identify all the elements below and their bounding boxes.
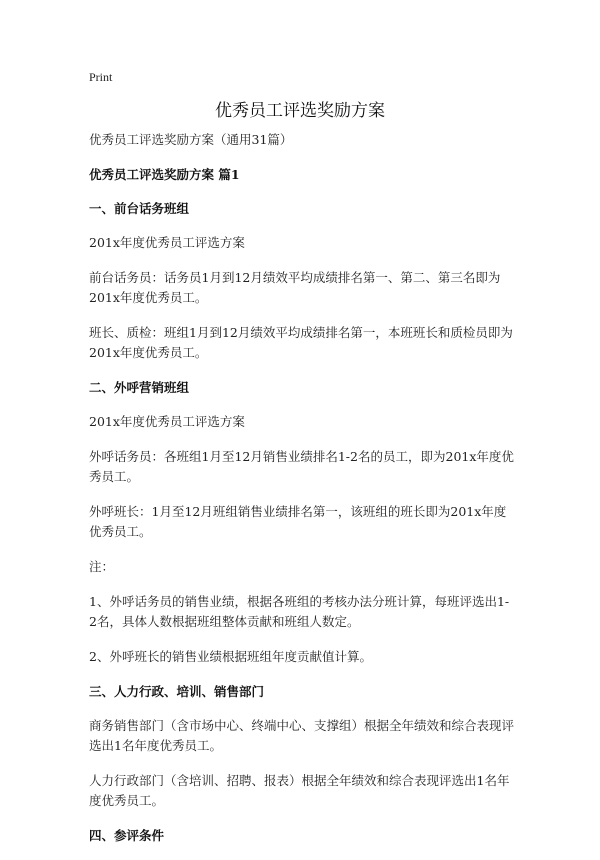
paragraph: 班长、质检：班组1月到12月绩效平均成绩排名第一，本班班长和质检员即为201x年度优秀员工。: [89, 325, 513, 360]
paragraph: 201x年度优秀员工评选方案: [89, 235, 245, 250]
section-heading: 一、前台话务班组: [89, 201, 190, 216]
paragraph: 201x年度优秀员工评选方案: [89, 414, 245, 429]
paragraph: 外呼班长：1月至12月班组销售业绩排名第一，该班组的班长即为201x年度优秀员工。: [89, 504, 507, 539]
print-link[interactable]: Print: [89, 70, 113, 84]
paragraph: 1、外呼话务员的销售业绩，根据各班组的考核办法分班计算，每班评选出1-2名，具体人数根据班组整体贡献和班组人数定。: [89, 594, 510, 629]
document-subtitle: 优秀员工评选奖励方案（通用31篇）: [89, 132, 293, 147]
paragraph: 前台话务员：话务员1月到12月绩效平均成绩排名第一、第二、第三名即为201x年度优秀员工。: [89, 270, 501, 305]
paragraph: 2、外呼班长的销售业绩根据班组年度贡献值计算。: [89, 649, 372, 664]
section-heading: 二、外呼营销班组: [89, 380, 190, 395]
document-title: 优秀员工评选奖励方案: [215, 101, 385, 121]
document-body: [89, 130, 514, 860]
paragraph: 商务销售部门（含市场中心、终端中心、支撑组）根据全年绩效和综合表现评选出1名年度优秀员工。: [89, 718, 515, 753]
paragraph: 外呼话务员：各班组1月至12月销售业绩排名1-2名的员工，即为201x年度优秀员工。: [89, 449, 514, 484]
paragraph: 注：: [89, 559, 115, 574]
section-heading: 三、人力行政、培训、销售部门: [89, 684, 265, 699]
paragraph: 人力行政部门（含培训、招聘、报表）根据全年绩效和综合表现评选出1名年度优秀员工。: [89, 773, 510, 808]
part-heading: 优秀员工评选奖励方案 篇1: [89, 167, 240, 182]
section-heading: 四、参评条件: [89, 828, 165, 843]
